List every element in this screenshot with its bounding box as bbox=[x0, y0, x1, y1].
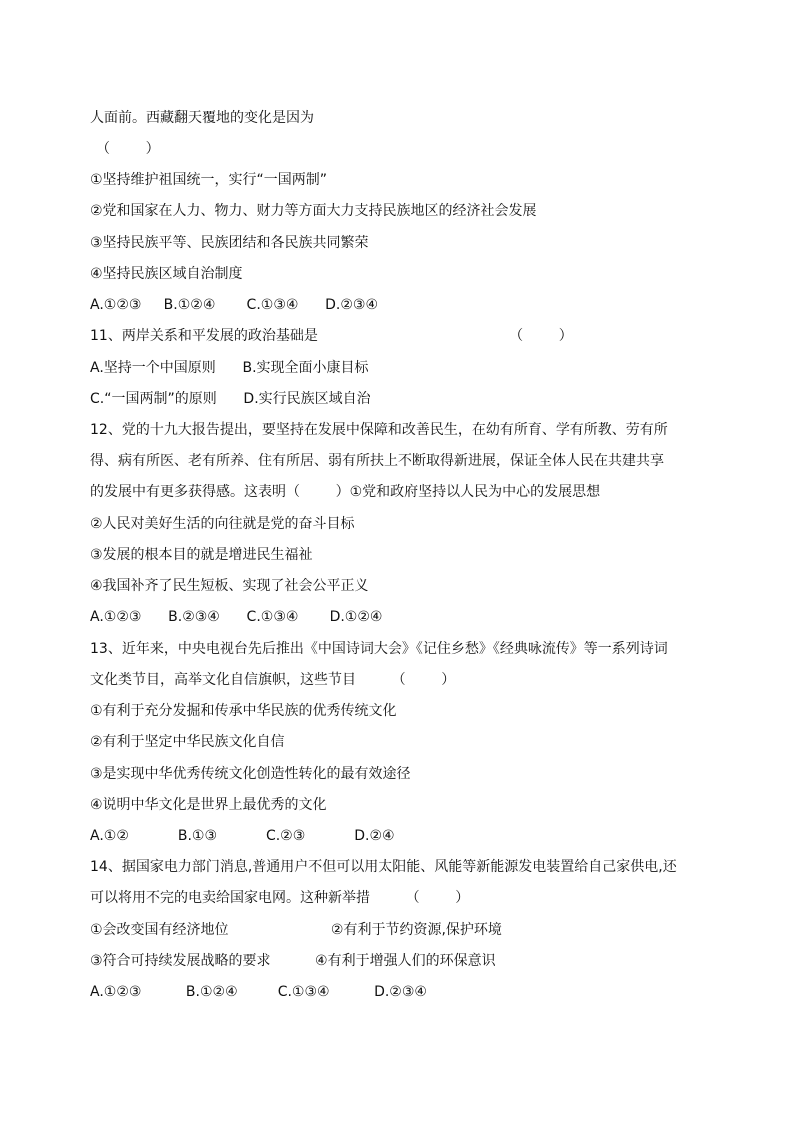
q12-stem-line-2: 得、病有所医、老有所养、住有所居、弱有所扶上不断取得新进展，保证全体人民在共建共享 bbox=[90, 453, 664, 469]
q10-stem-end: 人面前。西藏翻天覆地的变化是因为 bbox=[90, 110, 314, 126]
q13-stem-line-2: 文化类节目，高举文化自信旗帜，这些节目 （ ） bbox=[90, 672, 456, 688]
q10-option-3: ③坚持民族平等、民族团结和各民族共同繁荣 bbox=[90, 235, 369, 251]
q13-option-3: ③是实现中华优秀传统文化创造性转化的最有效途径 bbox=[90, 766, 411, 782]
q10-option-4: ④坚持民族区域自治制度 bbox=[90, 266, 243, 282]
q14-stem-line-1: 14、据国家电力部门消息,普通用户不但可以用太阳能、风能等新能源发电装置给自己家供电,还 bbox=[90, 859, 677, 875]
q12-stem-line-3: 的发展中有更多获得感。这表明（ ）①党和政府坚持以人民为中心的发展思想 bbox=[90, 484, 601, 500]
q14-options-row-1: ①会改变国有经济地位 ②有利于节约资源,保护环境 bbox=[90, 922, 502, 938]
q11-stem: 11、两岸关系和平发展的政治基础是 （ ） bbox=[90, 328, 573, 344]
q10-answer-choices: A.①②③ B.①②④ C.①③④ D.②③④ bbox=[90, 297, 379, 313]
q12-answer-choices: A.①②③ B.②③④ C.①③④ D.①②④ bbox=[90, 609, 383, 625]
q13-stem-line-1: 13、近年来，中央电视台先后推出《中国诗词大会》《记住乡愁》《经典咏流传》等一系列诗词 bbox=[90, 641, 668, 657]
q13-option-2: ②有利于坚定中华民族文化自信 bbox=[90, 734, 285, 750]
q12-stem-line-1: 12、党的十九大报告提出，要坚持在发展中保障和改善民生，在幼有所育、学有所教、劳有所 bbox=[90, 422, 668, 438]
q13-answer-choices: A.①② B.①③ C.②③ D.②④ bbox=[90, 828, 395, 844]
q13-option-1: ①有利于充分发掘和传承中华民族的优秀传统文化 bbox=[90, 703, 397, 719]
q12-option-4: ④我国补齐了民生短板、实现了社会公平正义 bbox=[90, 578, 369, 594]
q10-option-2: ②党和国家在人力、物力、财力等方面大力支持民族地区的经济社会发展 bbox=[90, 203, 537, 219]
q11-choices-row-1: A.坚持一个中国原则 B.实现全面小康目标 bbox=[90, 360, 369, 376]
q10-answer-paren: （ ） bbox=[96, 141, 160, 157]
q12-option-2: ②人民对美好生活的向往就是党的奋斗目标 bbox=[90, 516, 355, 532]
q11-choices-row-2: C.“一国两制”的原则 D.实行民族区域自治 bbox=[90, 391, 371, 407]
q12-option-3: ③发展的根本目的就是增进民生福祉 bbox=[90, 547, 313, 563]
q10-option-1: ①坚持维护祖国统一，实行“一国两制” bbox=[90, 172, 328, 188]
q14-answer-choices: A.①②③ B.①②④ C.①③④ D.②③④ bbox=[90, 984, 427, 1000]
q14-stem-line-2: 可以将用不完的电卖给国家电网。这种新举措 （ ） bbox=[90, 890, 470, 906]
q13-option-4: ④说明中华文化是世界上最优秀的文化 bbox=[90, 797, 327, 813]
q14-options-row-2: ③符合可持续发展战略的要求 ④有利于增强人们的环保意识 bbox=[90, 953, 496, 969]
